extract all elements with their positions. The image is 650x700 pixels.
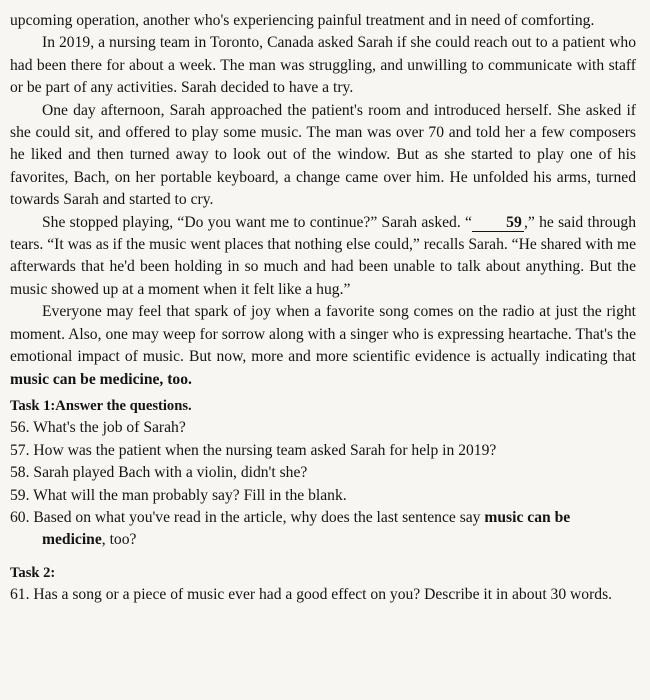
task-2-heading: Task 2:: [10, 564, 56, 581]
passage-paragraph-4: [10, 301, 636, 391]
passage-paragraph-2: One day afternoon, Sarah approached the patient's room and introduced herself. She asked if she could sit, and offered to play some music. The man was over 70 and told her a few composers he liked and then turned away to look out of the window. But as she started to play one of his favorites, Bach, on her portable keyboard, a change came over him. He unfolded his arms, turned towards Sarah and started to cry.: [10, 101, 636, 209]
question-60-emphasis: music can be medicine: [42, 508, 571, 549]
passage-fragment: upcoming operation, another who's experiencing painful treatment and in need of comforting.: [10, 12, 595, 29]
passage-paragraph-3: [10, 212, 636, 302]
question-59: 59. What will the man probably say? Fill in the blank.: [10, 486, 347, 504]
question-60-tail: , too?: [101, 531, 137, 549]
paragraph-3-lead: She stopped playing, “Do you want me to continue?” Sarah asked. “: [42, 213, 472, 231]
question-57: 57. How was the patient when the nursing team asked Sarah for help in 2019?: [10, 441, 497, 459]
paragraph-3-rest: ,” he said through tears. “It was as if the music went places that nothing else could,” recalls Sarah. “He shared with me afterwards that he'd been holding in so much and had been unable to talk about anything. But the music showed up at a moment when it felt like a hug.”: [10, 213, 636, 298]
paragraph-4-emphasis: music can be medicine, too.: [10, 370, 192, 388]
passage-paragraph-1: In 2019, a nursing team in Toronto, Canada asked Sarah if she could reach out to a patient who had been there for about a week. The man was struggling, and unwilling to communicate with staff or be part of any activities. Sarah decided to have a try.: [10, 34, 636, 97]
blank-59: 59: [472, 214, 524, 232]
paragraph-4-lead: Everyone may feel that spark of joy when a favorite song comes on the radio at just the right moment. Also, one may weep for sorrow along with a singer who is expressing heartache. That's the emotional impact of music. But now, more and more scientific evidence is actually indicating that: [10, 303, 636, 366]
question-60-lead: 60. Based on what you've read in the article, why does the last sentence say: [10, 508, 485, 526]
question-60: [10, 507, 636, 552]
question-56: 56. What's the job of Sarah?: [10, 419, 186, 437]
task-1-heading: Task 1:Answer the questions.: [10, 397, 192, 414]
question-58: 58. Sarah played Bach with a violin, didn't she?: [10, 464, 308, 482]
question-61: 61. Has a song or a piece of music ever had a good effect on you? Describe it in about 30 words.: [10, 586, 613, 604]
